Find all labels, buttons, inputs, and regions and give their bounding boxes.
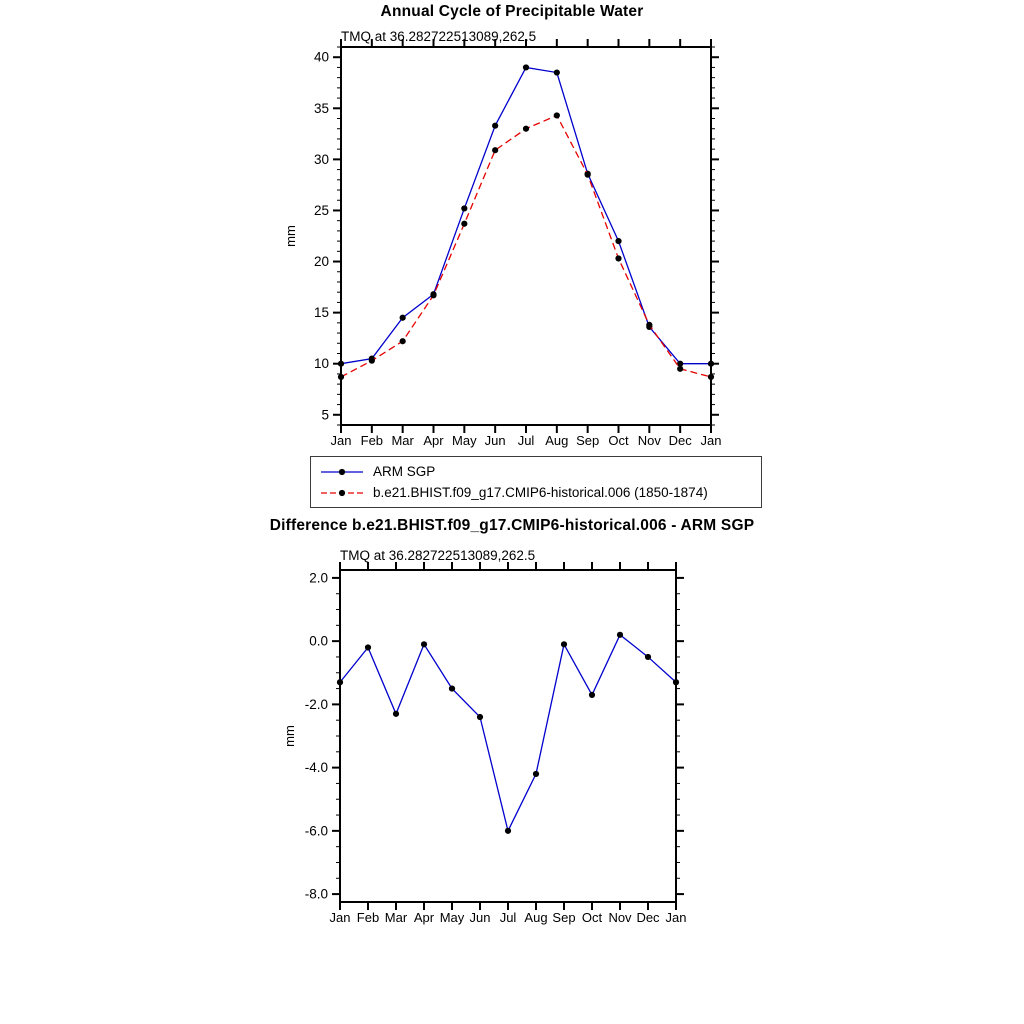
svg-text:-8.0: -8.0	[304, 886, 328, 902]
top-chart-subtitle: TMQ at 36.282722513089,262.5	[341, 29, 537, 44]
svg-text:Apr: Apr	[423, 433, 444, 448]
svg-text:0.0: 0.0	[309, 633, 328, 649]
svg-text:Aug: Aug	[524, 910, 548, 925]
svg-text:Feb: Feb	[360, 433, 384, 448]
svg-text:Nov: Nov	[608, 910, 632, 925]
svg-text:Sep: Sep	[552, 910, 576, 925]
svg-text:Nov: Nov	[637, 433, 661, 448]
svg-text:15: 15	[313, 305, 329, 321]
legend-item-model	[319, 482, 755, 503]
svg-text:Jul: Jul	[499, 910, 517, 925]
legend-label-model: b.e21.BHIST.f09_g17.CMIP6-historical.006 (1850-1874)	[373, 485, 708, 500]
svg-text:Oct: Oct	[581, 910, 603, 925]
svg-text:Dec: Dec	[636, 910, 660, 925]
svg-text:-2.0: -2.0	[304, 696, 328, 712]
svg-text:Jun: Jun	[484, 433, 506, 448]
svg-text:2.0: 2.0	[309, 570, 328, 586]
legend-item-arm-sgp	[319, 461, 755, 482]
svg-text:Aug: Aug	[545, 433, 569, 448]
svg-text:Mar: Mar	[384, 910, 408, 925]
svg-text:mm: mm	[283, 225, 298, 247]
svg-text:May: May	[439, 910, 465, 925]
legend-label-arm-sgp: ARM SGP	[373, 464, 436, 479]
bottom-chart-subtitle: TMQ at 36.282722513089,262.5	[340, 548, 536, 563]
svg-text:35: 35	[313, 100, 329, 116]
svg-text:Jan: Jan	[329, 910, 351, 925]
bottom-chart-title: Difference b.e21.BHIST.f09_g17.CMIP6-historical.006 - ARM SGP	[269, 517, 755, 534]
svg-text:Feb: Feb	[356, 910, 380, 925]
top-chart-title: Annual Cycle of Precipitable Water	[380, 3, 644, 20]
svg-text:Jul: Jul	[517, 433, 535, 448]
svg-text:Jun: Jun	[469, 910, 491, 925]
legend	[310, 456, 762, 508]
svg-text:-6.0: -6.0	[304, 823, 328, 839]
svg-text:Mar: Mar	[391, 433, 414, 448]
svg-text:10: 10	[313, 356, 329, 372]
svg-text:Oct: Oct	[608, 433, 629, 448]
top-chart-plot	[0, 0, 1024, 452]
svg-text:Apr: Apr	[413, 910, 435, 925]
svg-text:20: 20	[313, 254, 329, 270]
svg-text:40: 40	[313, 49, 329, 65]
bottom-chart-plot	[0, 540, 1024, 940]
legend-line-sample-arm-sgp	[319, 466, 365, 478]
svg-text:Jan: Jan	[700, 433, 722, 448]
svg-text:May: May	[452, 433, 477, 448]
svg-text:25: 25	[313, 202, 329, 218]
svg-text:Jan: Jan	[330, 433, 352, 448]
svg-text:Dec: Dec	[668, 433, 692, 448]
svg-text:Jan: Jan	[665, 910, 687, 925]
legend-line-sample-model	[319, 487, 365, 499]
svg-text:-4.0: -4.0	[304, 760, 328, 776]
svg-text:5: 5	[321, 407, 329, 423]
svg-text:mm: mm	[282, 725, 297, 747]
svg-text:30: 30	[313, 151, 329, 167]
svg-text:Sep: Sep	[576, 433, 600, 448]
